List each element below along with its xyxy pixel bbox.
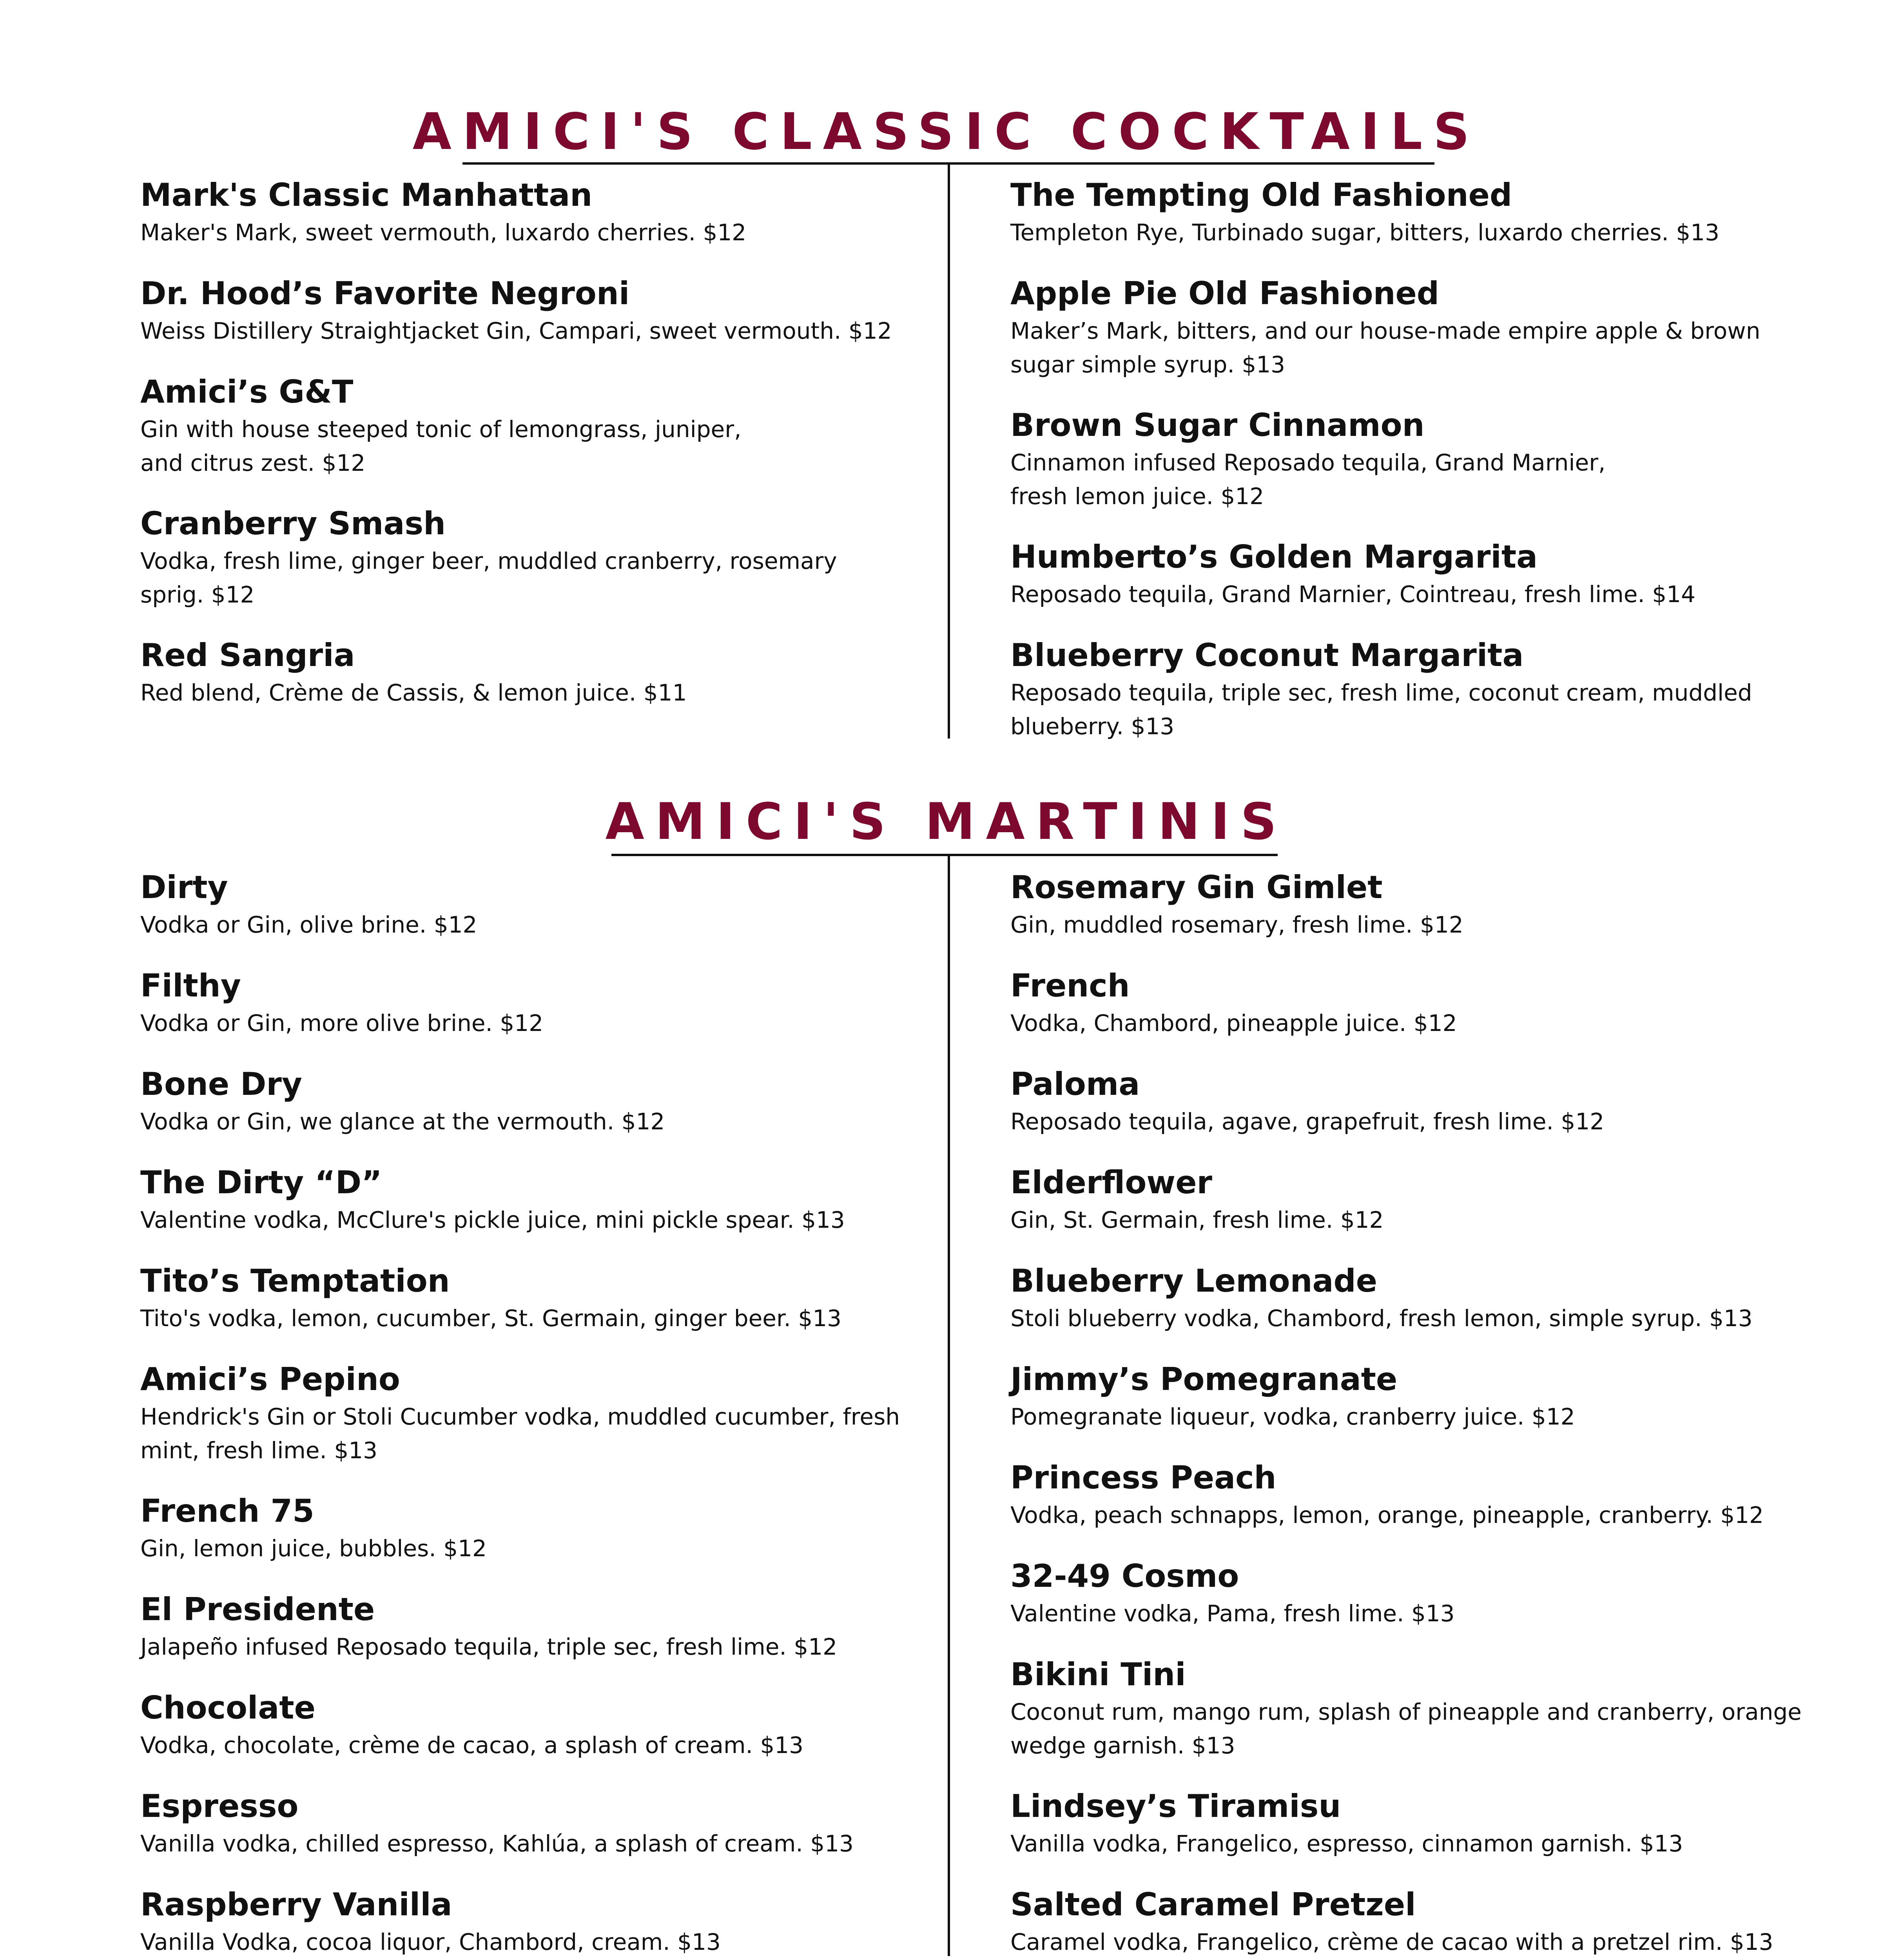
item-description: Templeton Rye, Turbinado sugar, bitters, luxardo cherries. $13 <box>1010 219 1719 246</box>
menu-item <box>140 1162 920 1261</box>
item-name: Chocolate <box>140 1690 316 1726</box>
cocktails-title: AMICI'S CLASSIC COCKTAILS <box>412 103 1481 161</box>
item-name: Dirty <box>140 869 228 906</box>
martinis-right-list <box>1010 867 1853 1960</box>
item-description: Gin with house steeped tonic of lemongrass, juniper, and citrus zest. $12 <box>140 416 742 476</box>
item-name: Bone Dry <box>140 1066 303 1102</box>
menu-item <box>1010 1457 1853 1556</box>
item-name: Rosemary Gin Gimlet <box>1010 869 1383 906</box>
item-name: Espresso <box>140 1788 299 1824</box>
item-description: Maker’s Mark, bitters, and our house-made empire apple & brown sugar simple syrup. $13 <box>1010 318 1761 378</box>
martinis-column-divider <box>948 854 950 1956</box>
item-description: Vodka, Chambord, pineapple juice. $12 <box>1010 1010 1457 1036</box>
item-description: Vanilla vodka, chilled espresso, Kahlúa, a splash of cream. $13 <box>140 1830 854 1857</box>
menu-item <box>140 1688 920 1786</box>
item-description: Valentine vodka, Pama, fresh lime. $13 <box>1010 1600 1455 1627</box>
menu-item <box>1010 1884 1853 1960</box>
menu-item <box>1010 175 1853 273</box>
item-name: Elderflower <box>1010 1164 1212 1201</box>
menu-item <box>140 1884 920 1960</box>
menu-item <box>1010 1064 1853 1162</box>
item-name: Amici’s G&T <box>140 374 354 410</box>
cocktails-right-list <box>1010 175 1853 767</box>
item-description: Hendrick's Gin or Stoli Cucumber vodka, muddled cucumber, fresh mint, fresh lime. $13 <box>140 1403 900 1464</box>
martinis-title: AMICI'S MARTINIS <box>605 793 1288 851</box>
item-description: Reposado tequila, triple sec, fresh lime, coconut cream, muddled blueberry. $13 <box>1010 679 1752 740</box>
item-description: Reposado tequila, Grand Marnier, Cointreau, fresh lime. $14 <box>1010 581 1695 608</box>
item-name: Raspberry Vanilla <box>140 1886 452 1923</box>
item-description: Pomegranate liqueur, vodka, cranberry juice. $12 <box>1010 1403 1575 1430</box>
cocktails-left-list <box>140 175 920 733</box>
martinis-title-underline <box>611 854 1278 856</box>
item-description: Jalapeño infused Reposado tequila, triple sec, fresh lime. $12 <box>140 1633 838 1660</box>
item-description: Reposado tequila, agave, grapefruit, fresh lime. $12 <box>1010 1108 1605 1135</box>
item-name: Amici’s Pepino <box>140 1361 400 1397</box>
item-description: Coconut rum, mango rum, splash of pineapple and cranberry, orange wedge garnish. $13 <box>1010 1699 1802 1759</box>
item-name: Dr. Hood’s Favorite Negroni <box>140 275 630 312</box>
menu-item <box>140 635 920 733</box>
cocktails-column-divider <box>948 162 950 739</box>
item-name: French <box>1010 967 1130 1004</box>
menu-item <box>1010 1162 1853 1261</box>
menu-item <box>140 867 920 965</box>
item-name: The Dirty “D” <box>140 1164 382 1201</box>
item-description: Vodka, fresh lime, ginger beer, muddled cranberry, rosemary sprig. $12 <box>140 548 837 608</box>
item-name: Lindsey’s Tiramisu <box>1010 1788 1341 1824</box>
menu-item <box>140 1786 920 1884</box>
menu-item <box>1010 867 1853 965</box>
item-description: Gin, muddled rosemary, fresh lime. $12 <box>1010 911 1463 938</box>
item-description: Gin, lemon juice, bubbles. $12 <box>140 1535 487 1562</box>
item-description: Vodka, chocolate, crème de cacao, a splash of cream. $13 <box>140 1732 804 1759</box>
item-name: French 75 <box>140 1493 314 1529</box>
item-name: Blueberry Lemonade <box>1010 1263 1378 1299</box>
item-description: Weiss Distillery Straightjacket Gin, Campari, sweet vermouth. $12 <box>140 318 892 344</box>
item-description: Valentine vodka, McClure's pickle juice, mini pickle spear. $13 <box>140 1207 845 1233</box>
item-description: Vanilla Vodka, cocoa liquor, Chambord, cream. $13 <box>140 1929 721 1955</box>
menu-item <box>1010 537 1853 635</box>
item-name: Red Sangria <box>140 637 355 673</box>
item-name: Mark's Classic Manhattan <box>140 177 593 213</box>
item-name: Blueberry Coconut Margarita <box>1010 637 1524 673</box>
item-name: Apple Pie Old Fashioned <box>1010 275 1440 312</box>
menu-item <box>140 965 920 1064</box>
item-description: Vodka, peach schnapps, lemon, orange, pineapple, cranberry. $12 <box>1010 1502 1764 1528</box>
item-name: Filthy <box>140 967 241 1004</box>
item-name: El Presidente <box>140 1591 375 1628</box>
menu-item <box>1010 1359 1853 1457</box>
menu-item <box>1010 405 1853 537</box>
menu-item <box>1010 1261 1853 1359</box>
item-description: Vanilla vodka, Frangelico, espresso, cinnamon garnish. $13 <box>1010 1830 1683 1857</box>
item-name: Salted Caramel Pretzel <box>1010 1886 1416 1923</box>
menu-item <box>140 273 920 372</box>
item-name: The Tempting Old Fashioned <box>1010 177 1512 213</box>
item-description: Vodka or Gin, olive brine. $12 <box>140 911 477 938</box>
item-name: Bikini Tini <box>1010 1656 1186 1693</box>
item-description: Gin, St. Germain, fresh lime. $12 <box>1010 1207 1384 1233</box>
item-description: Red blend, Crème de Cassis, & lemon juice. $11 <box>140 679 687 706</box>
item-description: Caramel vodka, Frangelico, crème de cacao with a pretzel rim. $13 <box>1010 1929 1773 1955</box>
menu-item <box>1010 1786 1853 1884</box>
menu-item <box>140 1359 920 1491</box>
item-description: Maker's Mark, sweet vermouth, luxardo cherries. $12 <box>140 219 747 246</box>
menu-item <box>140 1491 920 1589</box>
menu-item <box>1010 635 1853 767</box>
menu-item <box>140 1064 920 1162</box>
item-name: Humberto’s Golden Margarita <box>1010 539 1538 575</box>
item-name: Brown Sugar Cinnamon <box>1010 407 1425 443</box>
item-description: Stoli blueberry vodka, Chambord, fresh lemon, simple syrup. $13 <box>1010 1305 1753 1332</box>
item-name: Cranberry Smash <box>140 505 446 542</box>
menu-item <box>140 1589 920 1688</box>
menu-item <box>140 1261 920 1359</box>
menu-item <box>140 175 920 273</box>
item-name: Princess Peach <box>1010 1459 1277 1496</box>
item-name: Paloma <box>1010 1066 1140 1102</box>
item-description: Vodka or Gin, more olive brine. $12 <box>140 1010 544 1036</box>
item-description: Tito's vodka, lemon, cucumber, St. Germain, ginger beer. $13 <box>140 1305 842 1332</box>
item-description: Cinnamon infused Reposado tequila, Grand Marnier, fresh lemon juice. $12 <box>1010 449 1606 510</box>
menu-item <box>1010 965 1853 1064</box>
martinis-left-list <box>140 867 920 1960</box>
item-description: Vodka or Gin, we glance at the vermouth. $12 <box>140 1108 665 1135</box>
menu-item <box>1010 1556 1853 1654</box>
menu-item <box>1010 273 1853 405</box>
menu-item <box>1010 1654 1853 1786</box>
item-name: 32-49 Cosmo <box>1010 1558 1239 1594</box>
menu-item <box>140 372 920 503</box>
menu-item <box>140 503 920 635</box>
item-name: Jimmy’s Pomegranate <box>1010 1361 1398 1397</box>
item-name: Tito’s Temptation <box>140 1263 450 1299</box>
